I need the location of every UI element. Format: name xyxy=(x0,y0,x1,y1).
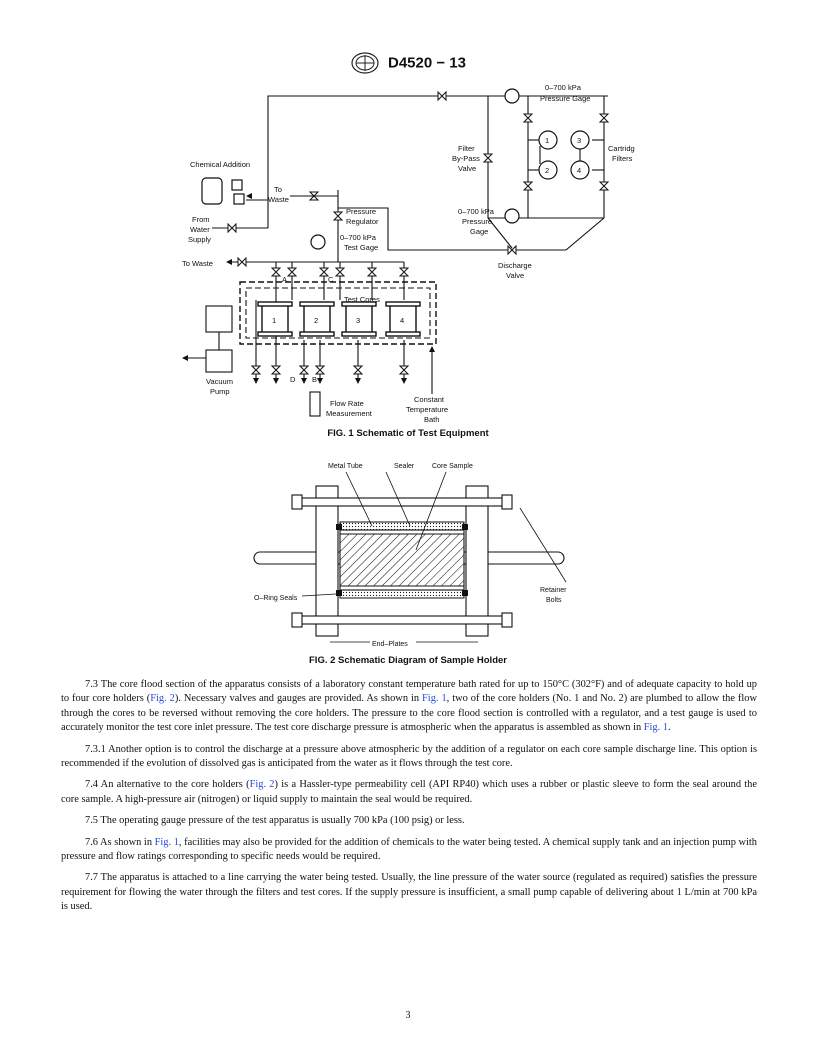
label-core-4: 4 xyxy=(400,316,405,325)
label-valve-d: D xyxy=(290,375,296,384)
fig1-schematic xyxy=(0,0,816,440)
label-valve-b: B xyxy=(312,375,318,384)
label-pressure: Pressure xyxy=(346,207,377,216)
label-retainer: Retainer xyxy=(540,587,567,594)
label-discharge: Discharge xyxy=(498,261,532,270)
paragraph-7-6: 7.6 As shown in Fig. 1, facilities may also be provided for the addition of chemicals to the water being tested. A chemical supply tank and an injection pump with pressure and flow ratings corresponding to specific needs would be required. xyxy=(61,836,757,863)
label-gage-top: 0–700 kPa xyxy=(545,83,581,92)
label-constant: Constant xyxy=(414,395,445,404)
label-test-gage-b: Test Gage xyxy=(344,243,379,252)
fig1-caption: FIG. 1 Schematic of Test Equipment xyxy=(327,428,489,439)
label-gage-low-c: Gage xyxy=(470,227,489,236)
label-sealer: Sealer xyxy=(394,463,415,470)
label-core-sample: Core Sample xyxy=(432,463,473,470)
paragraph-7-3: 7.3 The core flood section of the apparatus consists of a laboratory constant temperature bath rated for up to 150°C (302°F) and of adequate capacity to hold up to four core holders (Fig. 2). Necessary valves and gauges are provided. As shown in Fig. 1, two of the core holders (No. 1 and No. 2) are plumbed to allow the flow through the cores to be reversed without removing the core holders. The pressure to the core flood section is controlled with a regulator, and a test gauge is used to accurately monitor the test core inlet pressure. The test core discharge pressure is atmospheric when the apparatus is assembled as shown in Fig. 1. xyxy=(61,679,757,734)
label-valve: Valve xyxy=(458,164,477,173)
label-end-plates: End–Plates xyxy=(372,641,408,648)
paragraph-7-5: 7.5 The operating gauge pressure of the test apparatus is usually 700 kPa (100 psig) or less. xyxy=(85,815,465,827)
label-valve-c: C xyxy=(328,275,334,284)
label-supply: Supply xyxy=(188,235,211,244)
label-filter-2: 2 xyxy=(545,166,550,175)
label-filters: Filters xyxy=(612,154,633,163)
label-test-gage-a: 0–700 kPa xyxy=(340,233,376,242)
label-vacuum: Vacuum xyxy=(206,377,233,386)
label-regulator: Regulator xyxy=(346,217,379,226)
label-bolts: Bolts xyxy=(546,597,562,604)
label-valve-a: A xyxy=(282,275,288,284)
label-filter-4: 4 xyxy=(577,166,582,175)
fig1-link[interactable]: Fig. 1 xyxy=(422,693,447,705)
label-oring-seals: O–Ring Seals xyxy=(254,595,298,602)
label-measurement: Measurement xyxy=(326,409,372,418)
label-to-waste-b: Waste xyxy=(268,195,289,204)
label-chemical-addition: Chemical Addition xyxy=(190,160,251,169)
label-filter: Filter xyxy=(458,144,475,153)
fig2-sample-holder xyxy=(0,450,816,650)
label-core-3: 3 xyxy=(356,316,361,325)
label-core-1: 1 xyxy=(272,316,277,325)
fig1-link[interactable]: Fig. 1 xyxy=(643,722,669,734)
paragraph-7-7: 7.7 The apparatus is attached to a line carrying the water being tested. Usually, the line pressure of the water source (regulated as required) satisfies the pressure requirement for flowing the water through the filters and test cores. If the supply pressure is insufficient, a small pump capable of delivering about 1 L/min at 700 kPa is used. xyxy=(61,872,757,913)
label-bath: Bath xyxy=(424,415,440,424)
label-metal-tube: Metal Tube xyxy=(328,463,363,470)
body-text xyxy=(61,678,757,922)
label-bypass: By-Pass xyxy=(452,154,480,163)
label-to-waste-a: To xyxy=(274,185,282,194)
fig2-link[interactable]: Fig. 2 xyxy=(150,693,175,705)
fig1-link[interactable]: Fig. 1 xyxy=(154,836,179,848)
label-gage-top2: Pressure Gage xyxy=(540,94,591,103)
label-water: Water xyxy=(190,225,210,234)
paragraph-7-4: 7.4 An alternative to the core holders (Fig. 2) is a Hassler-type permeability cell (API RP40) which uses a rubber or plastic sleeve to form the seal around the core sample. A high-pressure air (nitrogen) or liquid supply to maintain the seal would be required. xyxy=(61,779,757,805)
label-gage-low-a: 0–700 kPa xyxy=(458,207,494,216)
paragraph-7-3-1: 7.3.1 Another option is to control the discharge at a pressure above atmospheric by the addition of a regulator on each core sample discharge line. This option is recommended if the evolution of dissolved gas is anticipated from the water as it flows through the test core. xyxy=(61,743,757,770)
label-from: From xyxy=(192,215,210,224)
label-to-waste-2: To Waste xyxy=(182,259,213,268)
label-temperature: Temperature xyxy=(406,405,449,414)
label-flow-rate: Flow Rate xyxy=(330,399,364,408)
label-filter-3: 3 xyxy=(577,136,582,145)
label-discharge-valve: Valve xyxy=(506,271,525,280)
document-designation: D4520 − 13 xyxy=(388,54,466,72)
fig2-link[interactable]: Fig. 2 xyxy=(249,779,275,791)
label-core-2: 2 xyxy=(314,316,319,325)
label-gage-low-b: Pressure xyxy=(462,217,493,226)
label-filter-1: 1 xyxy=(545,136,550,145)
label-test-cores: Test Cores xyxy=(344,295,380,304)
label-cartridge: Cartridg xyxy=(608,144,635,153)
page-number: 3 xyxy=(405,1010,411,1021)
fig2-caption: FIG. 2 Schematic Diagram of Sample Holder xyxy=(309,655,507,666)
label-pump: Pump xyxy=(210,387,230,396)
